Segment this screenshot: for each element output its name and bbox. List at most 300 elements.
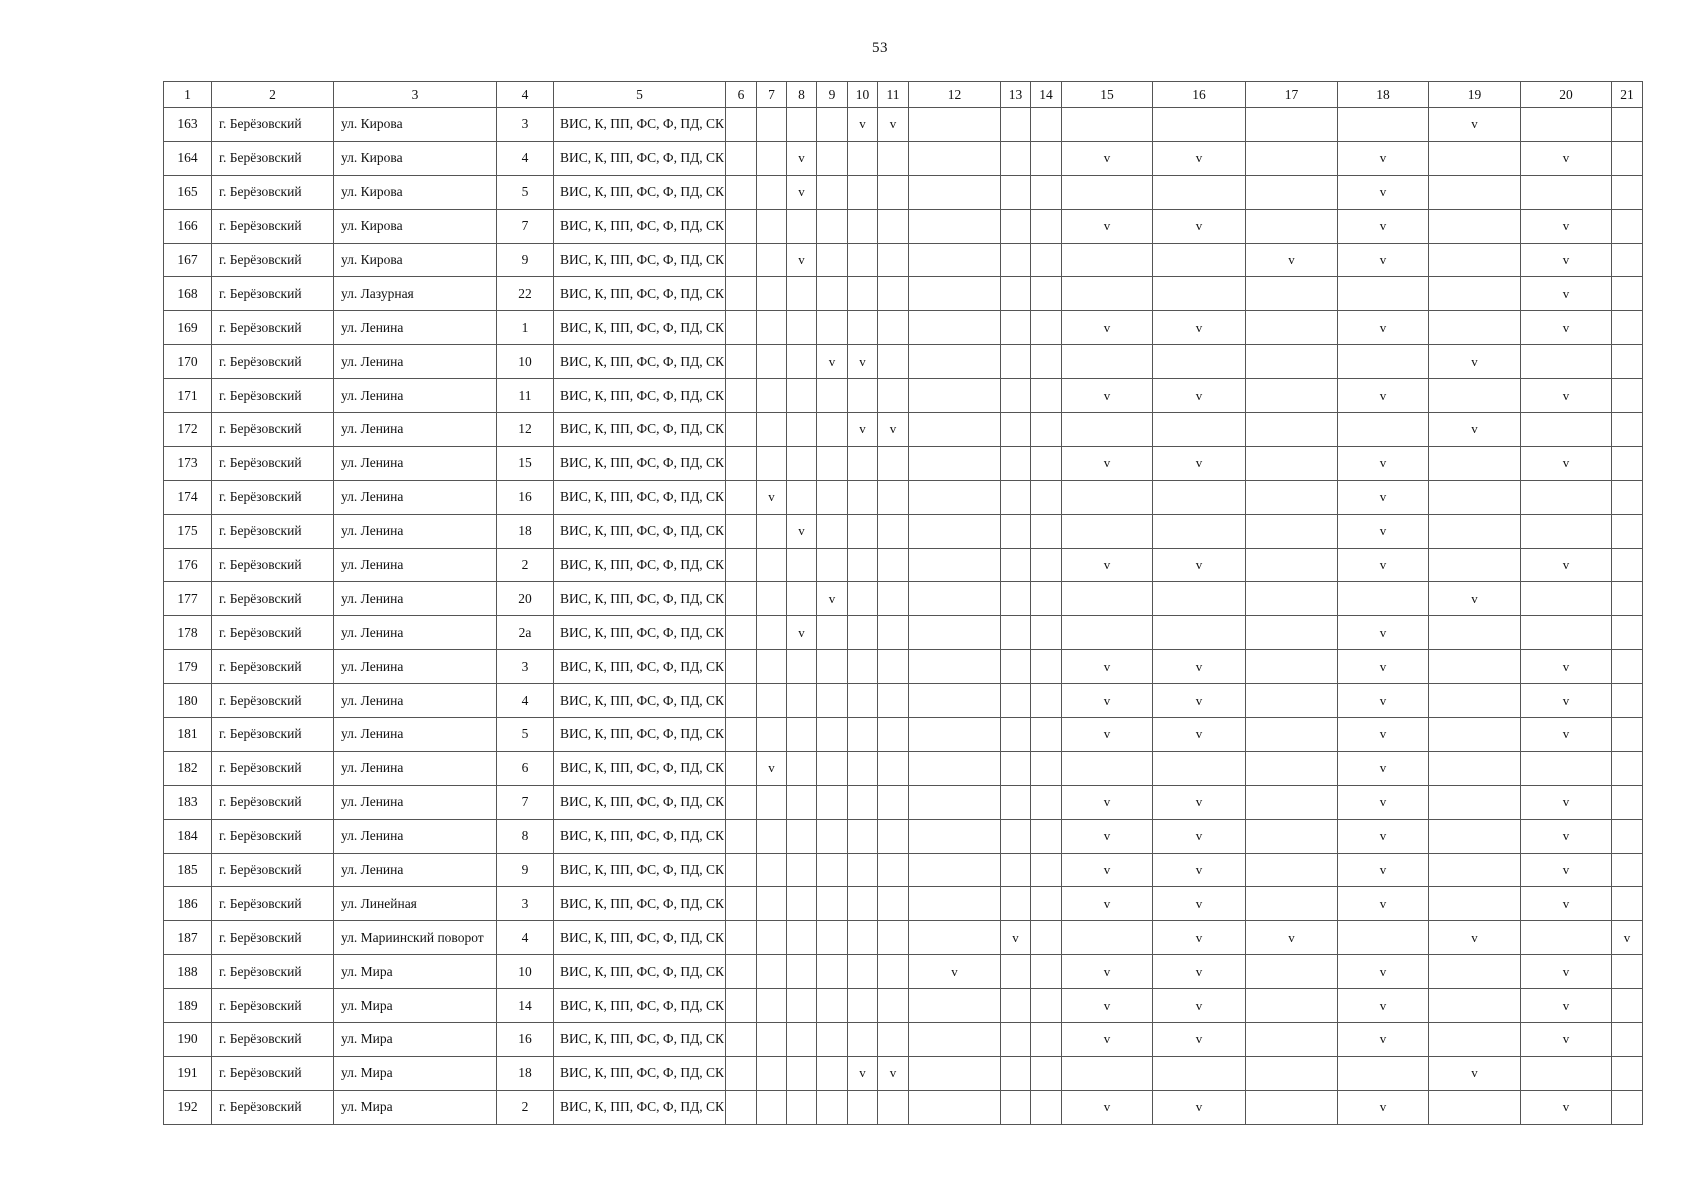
mark-cell-col-8: [787, 480, 817, 514]
mark-cell-col-19: [1429, 650, 1521, 684]
mark-cell-col-17: [1246, 141, 1338, 175]
mark-cell-col-7: [757, 616, 787, 650]
mark-cell-col-20: v: [1521, 548, 1612, 582]
mark-cell-col-9: v: [817, 345, 848, 379]
mark-cell-col-11: [878, 955, 909, 989]
city-cell: г. Берёзовский: [212, 277, 334, 311]
mark-cell-col-13: [1001, 209, 1031, 243]
mark-cell-col-13: [1001, 887, 1031, 921]
mark-cell-col-6: [726, 751, 757, 785]
work-types-cell: ВИС, К, ПП, ФС, Ф, ПД, СК: [554, 175, 726, 209]
mark-cell-col-9: [817, 853, 848, 887]
house-number-cell: 3: [497, 887, 554, 921]
mark-cell-col-16: [1153, 175, 1246, 209]
mark-cell-col-12: [909, 616, 1001, 650]
mark-cell-col-14: [1031, 718, 1062, 752]
mark-cell-col-20: v: [1521, 684, 1612, 718]
mark-cell-col-20: [1521, 413, 1612, 447]
column-header: 18: [1338, 82, 1429, 108]
mark-cell-col-15: v: [1062, 887, 1153, 921]
mark-cell-col-16: [1153, 1056, 1246, 1090]
row-number-cell: 184: [164, 819, 212, 853]
mark-cell-col-17: [1246, 446, 1338, 480]
mark-cell-col-7: [757, 209, 787, 243]
column-header: 14: [1031, 82, 1062, 108]
street-cell: ул. Ленина: [334, 853, 497, 887]
mark-cell-col-18: v: [1338, 989, 1429, 1023]
mark-cell-col-19: [1429, 141, 1521, 175]
mark-cell-col-14: [1031, 108, 1062, 142]
mark-cell-col-17: [1246, 175, 1338, 209]
mark-cell-col-21: [1612, 650, 1643, 684]
mark-cell-col-7: [757, 582, 787, 616]
mark-cell-col-17: [1246, 616, 1338, 650]
mark-cell-col-7: [757, 175, 787, 209]
work-types-cell: ВИС, К, ПП, ФС, Ф, ПД, СК: [554, 887, 726, 921]
mark-cell-col-17: [1246, 853, 1338, 887]
mark-cell-col-21: [1612, 785, 1643, 819]
mark-cell-col-13: [1001, 989, 1031, 1023]
mark-cell-col-8: [787, 345, 817, 379]
mark-cell-col-6: [726, 989, 757, 1023]
mark-cell-col-17: [1246, 548, 1338, 582]
mark-cell-col-13: [1001, 141, 1031, 175]
house-number-cell: 9: [497, 243, 554, 277]
mark-cell-col-10: [848, 379, 878, 413]
mark-cell-col-18: v: [1338, 243, 1429, 277]
mark-cell-col-17: [1246, 989, 1338, 1023]
mark-cell-col-19: [1429, 989, 1521, 1023]
mark-cell-col-10: [848, 684, 878, 718]
mark-cell-col-14: [1031, 446, 1062, 480]
mark-cell-col-17: [1246, 785, 1338, 819]
mark-cell-col-10: [848, 582, 878, 616]
mark-cell-col-17: [1246, 514, 1338, 548]
mark-cell-col-8: [787, 446, 817, 480]
mark-cell-col-9: [817, 785, 848, 819]
row-number-cell: 192: [164, 1090, 212, 1124]
mark-cell-col-11: [878, 1023, 909, 1057]
mark-cell-col-8: v: [787, 514, 817, 548]
mark-cell-col-11: [878, 887, 909, 921]
mark-cell-col-13: [1001, 751, 1031, 785]
work-types-cell: ВИС, К, ПП, ФС, Ф, ПД, СК: [554, 650, 726, 684]
mark-cell-col-16: v: [1153, 1023, 1246, 1057]
street-cell: ул. Мира: [334, 1090, 497, 1124]
mark-cell-col-14: [1031, 853, 1062, 887]
mark-cell-col-21: [1612, 1090, 1643, 1124]
street-cell: ул. Ленина: [334, 379, 497, 413]
mark-cell-col-9: [817, 243, 848, 277]
table-row: [164, 175, 1643, 209]
table-row: [164, 616, 1643, 650]
table-row: [164, 243, 1643, 277]
column-header: 8: [787, 82, 817, 108]
mark-cell-col-7: [757, 345, 787, 379]
work-types-cell: ВИС, К, ПП, ФС, Ф, ПД, СК: [554, 379, 726, 413]
mark-cell-col-19: [1429, 209, 1521, 243]
mark-cell-col-17: [1246, 1056, 1338, 1090]
mark-cell-col-8: [787, 785, 817, 819]
mark-cell-col-6: [726, 548, 757, 582]
mark-cell-col-11: [878, 277, 909, 311]
work-types-cell: ВИС, К, ПП, ФС, Ф, ПД, СК: [554, 921, 726, 955]
mark-cell-col-7: [757, 548, 787, 582]
mark-cell-col-18: v: [1338, 311, 1429, 345]
mark-cell-col-21: [1612, 616, 1643, 650]
mark-cell-col-18: v: [1338, 379, 1429, 413]
mark-cell-col-14: [1031, 887, 1062, 921]
mark-cell-col-12: [909, 175, 1001, 209]
mark-cell-col-18: v: [1338, 853, 1429, 887]
mark-cell-col-17: [1246, 379, 1338, 413]
mark-cell-col-11: [878, 446, 909, 480]
table-header: [164, 82, 1643, 108]
mark-cell-col-10: [848, 311, 878, 345]
mark-cell-col-18: v: [1338, 684, 1429, 718]
mark-cell-col-12: [909, 785, 1001, 819]
mark-cell-col-13: [1001, 108, 1031, 142]
street-cell: ул. Ленина: [334, 413, 497, 447]
mark-cell-col-10: [848, 989, 878, 1023]
mark-cell-col-16: v: [1153, 141, 1246, 175]
mark-cell-col-12: [909, 548, 1001, 582]
mark-cell-col-6: [726, 345, 757, 379]
mark-cell-col-14: [1031, 141, 1062, 175]
house-number-cell: 10: [497, 345, 554, 379]
mark-cell-col-19: v: [1429, 345, 1521, 379]
mark-cell-col-9: [817, 616, 848, 650]
mark-cell-col-20: v: [1521, 311, 1612, 345]
mark-cell-col-12: [909, 480, 1001, 514]
mark-cell-col-15: v: [1062, 311, 1153, 345]
city-cell: г. Берёзовский: [212, 955, 334, 989]
mark-cell-col-15: [1062, 243, 1153, 277]
mark-cell-col-12: [909, 684, 1001, 718]
mark-cell-col-7: [757, 887, 787, 921]
mark-cell-col-11: [878, 853, 909, 887]
mark-cell-col-16: v: [1153, 1090, 1246, 1124]
house-number-cell: 3: [497, 108, 554, 142]
work-types-cell: ВИС, К, ПП, ФС, Ф, ПД, СК: [554, 616, 726, 650]
mark-cell-col-9: [817, 1056, 848, 1090]
mark-cell-col-8: [787, 650, 817, 684]
mark-cell-col-20: [1521, 616, 1612, 650]
city-cell: г. Берёзовский: [212, 582, 334, 616]
mark-cell-col-15: [1062, 480, 1153, 514]
table-row: [164, 1090, 1643, 1124]
mark-cell-col-7: [757, 1056, 787, 1090]
mark-cell-col-18: [1338, 277, 1429, 311]
house-number-cell: 15: [497, 446, 554, 480]
mark-cell-col-7: [757, 141, 787, 175]
mark-cell-col-8: [787, 1090, 817, 1124]
mark-cell-col-19: [1429, 853, 1521, 887]
mark-cell-col-9: [817, 955, 848, 989]
city-cell: г. Берёзовский: [212, 887, 334, 921]
house-number-cell: 12: [497, 413, 554, 447]
mark-cell-col-8: v: [787, 616, 817, 650]
mark-cell-col-14: [1031, 277, 1062, 311]
street-cell: ул. Ленина: [334, 684, 497, 718]
mark-cell-col-14: [1031, 785, 1062, 819]
work-types-cell: ВИС, К, ПП, ФС, Ф, ПД, СК: [554, 718, 726, 752]
mark-cell-col-19: v: [1429, 921, 1521, 955]
work-types-cell: ВИС, К, ПП, ФС, Ф, ПД, СК: [554, 141, 726, 175]
mark-cell-col-21: [1612, 582, 1643, 616]
house-number-cell: 2а: [497, 616, 554, 650]
street-cell: ул. Ленина: [334, 751, 497, 785]
mark-cell-col-11: [878, 141, 909, 175]
table-row: [164, 751, 1643, 785]
work-types-cell: ВИС, К, ПП, ФС, Ф, ПД, СК: [554, 243, 726, 277]
table-row: [164, 785, 1643, 819]
mark-cell-col-17: [1246, 1023, 1338, 1057]
mark-cell-col-9: [817, 650, 848, 684]
mark-cell-col-7: [757, 819, 787, 853]
mark-cell-col-8: [787, 684, 817, 718]
column-header: 1: [164, 82, 212, 108]
mark-cell-col-18: [1338, 413, 1429, 447]
mark-cell-col-19: [1429, 819, 1521, 853]
mark-cell-col-6: [726, 480, 757, 514]
mark-cell-col-16: [1153, 616, 1246, 650]
mark-cell-col-17: [1246, 819, 1338, 853]
mark-cell-col-10: [848, 650, 878, 684]
mark-cell-col-14: [1031, 514, 1062, 548]
mark-cell-col-9: [817, 548, 848, 582]
mark-cell-col-13: [1001, 785, 1031, 819]
mark-cell-col-6: [726, 243, 757, 277]
mark-cell-col-14: [1031, 684, 1062, 718]
mark-cell-col-18: v: [1338, 1023, 1429, 1057]
mark-cell-col-8: [787, 108, 817, 142]
street-cell: ул. Ленина: [334, 311, 497, 345]
column-header: 17: [1246, 82, 1338, 108]
street-cell: ул. Мира: [334, 989, 497, 1023]
city-cell: г. Берёзовский: [212, 209, 334, 243]
table-row: [164, 311, 1643, 345]
header-row: [164, 82, 1643, 108]
row-number-cell: 187: [164, 921, 212, 955]
row-number-cell: 181: [164, 718, 212, 752]
mark-cell-col-17: [1246, 277, 1338, 311]
mark-cell-col-21: [1612, 480, 1643, 514]
mark-cell-col-20: v: [1521, 141, 1612, 175]
row-number-cell: 164: [164, 141, 212, 175]
mark-cell-col-8: [787, 751, 817, 785]
mark-cell-col-19: [1429, 751, 1521, 785]
mark-cell-col-13: [1001, 955, 1031, 989]
mark-cell-col-11: [878, 311, 909, 345]
mark-cell-col-18: v: [1338, 514, 1429, 548]
mark-cell-col-16: [1153, 751, 1246, 785]
mark-cell-col-12: [909, 1023, 1001, 1057]
city-cell: г. Берёзовский: [212, 751, 334, 785]
mark-cell-col-7: [757, 277, 787, 311]
row-number-cell: 172: [164, 413, 212, 447]
mark-cell-col-8: [787, 955, 817, 989]
mark-cell-col-21: v: [1612, 921, 1643, 955]
column-header: 2: [212, 82, 334, 108]
mark-cell-col-6: [726, 582, 757, 616]
work-types-cell: ВИС, К, ПП, ФС, Ф, ПД, СК: [554, 209, 726, 243]
mark-cell-col-17: [1246, 209, 1338, 243]
mark-cell-col-13: [1001, 243, 1031, 277]
mark-cell-col-11: [878, 379, 909, 413]
mark-cell-col-11: [878, 785, 909, 819]
street-cell: ул. Ленина: [334, 446, 497, 480]
work-types-cell: ВИС, К, ПП, ФС, Ф, ПД, СК: [554, 853, 726, 887]
mark-cell-col-14: [1031, 379, 1062, 413]
mark-cell-col-11: [878, 684, 909, 718]
mark-cell-col-12: [909, 108, 1001, 142]
row-number-cell: 163: [164, 108, 212, 142]
mark-cell-col-15: [1062, 921, 1153, 955]
house-number-cell: 8: [497, 819, 554, 853]
row-number-cell: 189: [164, 989, 212, 1023]
row-number-cell: 176: [164, 548, 212, 582]
mark-cell-col-16: [1153, 108, 1246, 142]
city-cell: г. Берёзовский: [212, 345, 334, 379]
mark-cell-col-13: [1001, 582, 1031, 616]
mark-cell-col-16: [1153, 345, 1246, 379]
mark-cell-col-16: v: [1153, 379, 1246, 413]
mark-cell-col-10: [848, 514, 878, 548]
mark-cell-col-10: [848, 446, 878, 480]
city-cell: г. Берёзовский: [212, 718, 334, 752]
mark-cell-col-9: [817, 277, 848, 311]
mark-cell-col-6: [726, 650, 757, 684]
mark-cell-col-14: [1031, 819, 1062, 853]
mark-cell-col-18: v: [1338, 650, 1429, 684]
row-number-cell: 186: [164, 887, 212, 921]
street-cell: ул. Кирова: [334, 209, 497, 243]
mark-cell-col-21: [1612, 209, 1643, 243]
mark-cell-col-14: [1031, 345, 1062, 379]
mark-cell-col-12: [909, 446, 1001, 480]
table-row: [164, 887, 1643, 921]
row-number-cell: 178: [164, 616, 212, 650]
mark-cell-col-10: [848, 1023, 878, 1057]
mark-cell-col-19: [1429, 379, 1521, 413]
table-row: [164, 955, 1643, 989]
city-cell: г. Берёзовский: [212, 1090, 334, 1124]
city-cell: г. Берёзовский: [212, 548, 334, 582]
work-types-cell: ВИС, К, ПП, ФС, Ф, ПД, СК: [554, 1056, 726, 1090]
table-row: [164, 684, 1643, 718]
column-header: 4: [497, 82, 554, 108]
row-number-cell: 169: [164, 311, 212, 345]
mark-cell-col-20: [1521, 582, 1612, 616]
column-header: 13: [1001, 82, 1031, 108]
street-cell: ул. Кирова: [334, 175, 497, 209]
table-row: [164, 514, 1643, 548]
mark-cell-col-8: [787, 989, 817, 1023]
mark-cell-col-18: v: [1338, 480, 1429, 514]
house-number-cell: 14: [497, 989, 554, 1023]
mark-cell-col-11: v: [878, 108, 909, 142]
mark-cell-col-8: v: [787, 141, 817, 175]
mark-cell-col-17: [1246, 413, 1338, 447]
mark-cell-col-12: [909, 514, 1001, 548]
mark-cell-col-9: [817, 718, 848, 752]
mark-cell-col-10: [848, 480, 878, 514]
mark-cell-col-16: v: [1153, 650, 1246, 684]
mark-cell-col-9: [817, 209, 848, 243]
house-number-cell: 16: [497, 1023, 554, 1057]
house-number-cell: 2: [497, 1090, 554, 1124]
mark-cell-col-10: [848, 819, 878, 853]
mark-cell-col-6: [726, 616, 757, 650]
mark-cell-col-11: [878, 345, 909, 379]
city-cell: г. Берёзовский: [212, 684, 334, 718]
mark-cell-col-6: [726, 175, 757, 209]
mark-cell-col-6: [726, 718, 757, 752]
street-cell: ул. Кирова: [334, 243, 497, 277]
house-number-cell: 10: [497, 955, 554, 989]
city-cell: г. Берёзовский: [212, 1023, 334, 1057]
mark-cell-col-21: [1612, 1056, 1643, 1090]
row-number-cell: 180: [164, 684, 212, 718]
mark-cell-col-19: [1429, 684, 1521, 718]
mark-cell-col-7: [757, 1090, 787, 1124]
mark-cell-col-18: v: [1338, 209, 1429, 243]
mark-cell-col-7: [757, 413, 787, 447]
mark-cell-col-12: [909, 751, 1001, 785]
mark-cell-col-7: [757, 514, 787, 548]
mark-cell-col-16: v: [1153, 718, 1246, 752]
mark-cell-col-18: v: [1338, 785, 1429, 819]
mark-cell-col-15: v: [1062, 1090, 1153, 1124]
mark-cell-col-18: [1338, 108, 1429, 142]
work-types-cell: ВИС, К, ПП, ФС, Ф, ПД, СК: [554, 277, 726, 311]
row-number-cell: 171: [164, 379, 212, 413]
city-cell: г. Берёзовский: [212, 243, 334, 277]
mark-cell-col-10: [848, 751, 878, 785]
mark-cell-col-19: v: [1429, 108, 1521, 142]
mark-cell-col-20: v: [1521, 1023, 1612, 1057]
mark-cell-col-19: [1429, 1090, 1521, 1124]
mark-cell-col-8: [787, 548, 817, 582]
work-types-cell: ВИС, К, ПП, ФС, Ф, ПД, СК: [554, 514, 726, 548]
mark-cell-col-11: [878, 751, 909, 785]
column-header: 11: [878, 82, 909, 108]
mark-cell-col-6: [726, 921, 757, 955]
mark-cell-col-6: [726, 853, 757, 887]
mark-cell-col-12: [909, 379, 1001, 413]
mark-cell-col-13: [1001, 413, 1031, 447]
street-cell: ул. Ленина: [334, 785, 497, 819]
mark-cell-col-9: [817, 446, 848, 480]
column-header: 3: [334, 82, 497, 108]
house-number-cell: 6: [497, 751, 554, 785]
mark-cell-col-7: [757, 955, 787, 989]
street-cell: ул. Ленина: [334, 548, 497, 582]
mark-cell-col-10: v: [848, 345, 878, 379]
mark-cell-col-17: [1246, 480, 1338, 514]
mark-cell-col-19: [1429, 785, 1521, 819]
city-cell: г. Берёзовский: [212, 616, 334, 650]
work-types-cell: ВИС, К, ПП, ФС, Ф, ПД, СК: [554, 785, 726, 819]
mark-cell-col-9: [817, 989, 848, 1023]
city-cell: г. Берёзовский: [212, 989, 334, 1023]
mark-cell-col-18: [1338, 345, 1429, 379]
mark-cell-col-16: v: [1153, 989, 1246, 1023]
mark-cell-col-14: [1031, 175, 1062, 209]
mark-cell-col-13: [1001, 175, 1031, 209]
mark-cell-col-12: [909, 921, 1001, 955]
